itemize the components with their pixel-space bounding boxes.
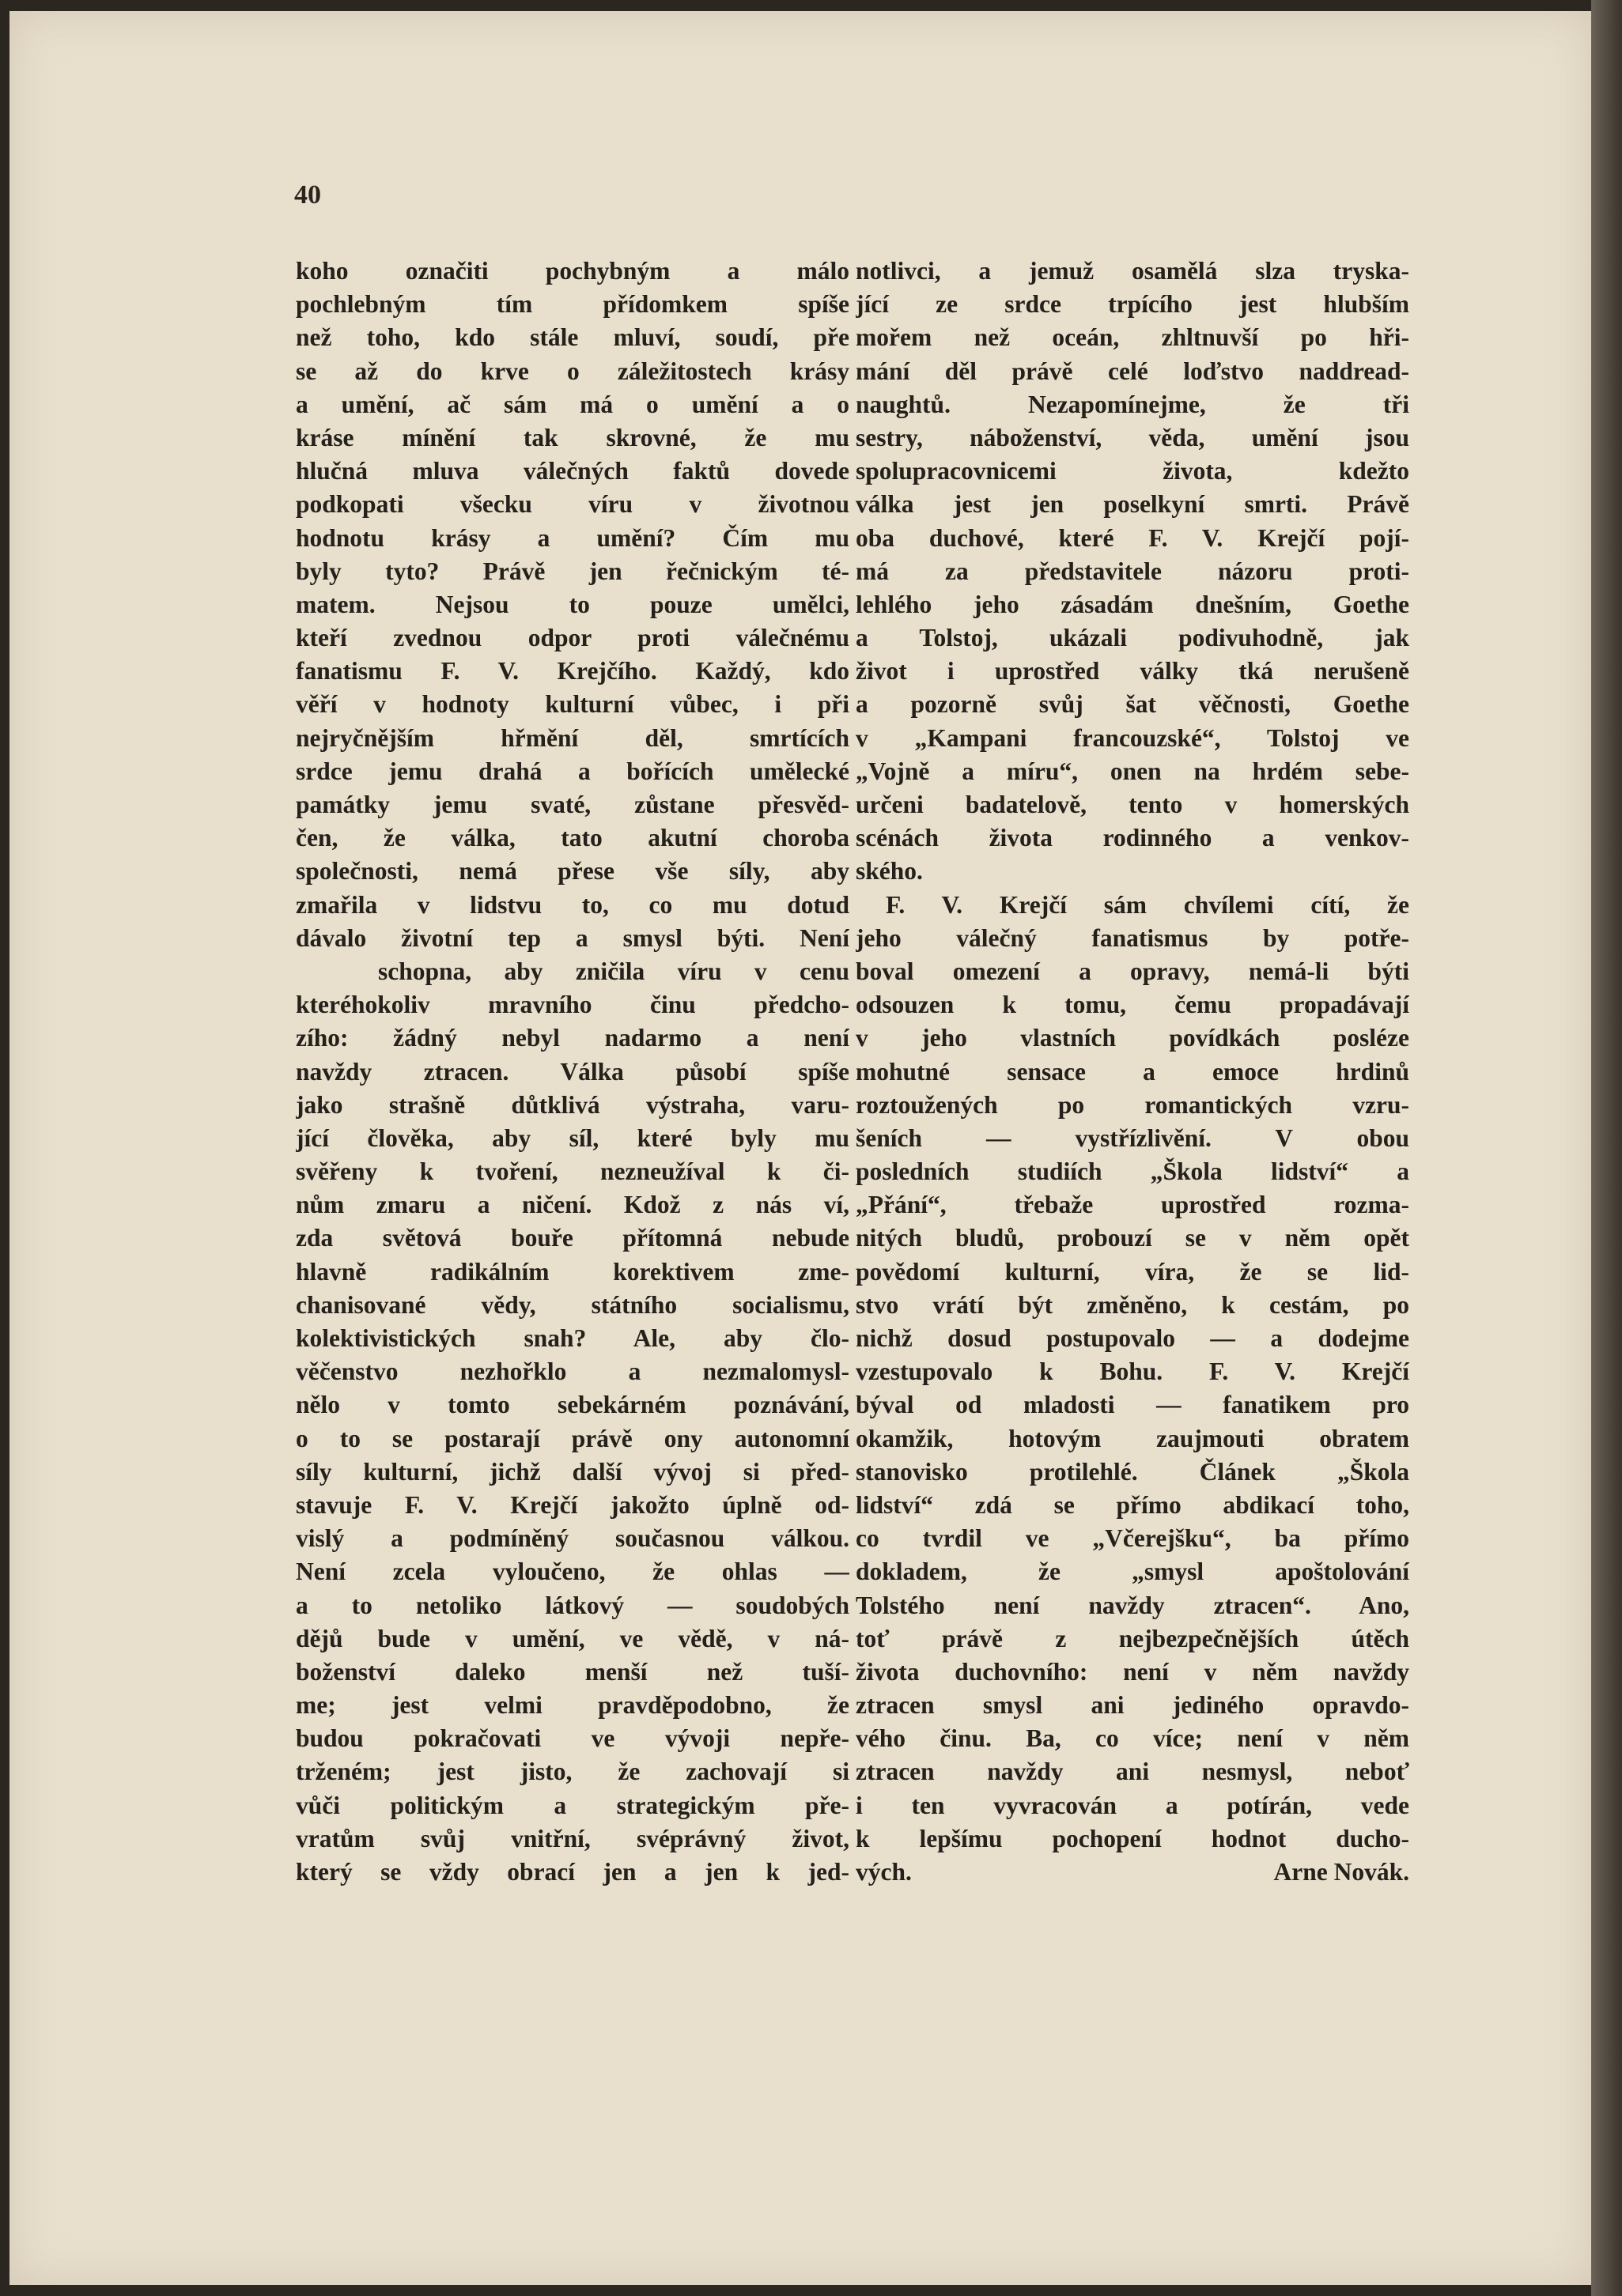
- text-line: koho označiti pochybným a málo: [296, 257, 849, 285]
- text-line: zda světová bouře přítomná nebude: [296, 1224, 849, 1252]
- text-line: ztracen smysl ani jediného opravdo-: [856, 1691, 1409, 1720]
- text-line: zího: žádný nebyl nadarmo a není: [296, 1024, 849, 1052]
- text-line: jící ze srdce trpícího jest hlubším: [856, 290, 1409, 319]
- text-line: ského.: [856, 857, 923, 886]
- text-line: síly kulturní, jichž další vývoj si před-: [296, 1457, 849, 1486]
- page-number: 40: [294, 180, 321, 210]
- text-line: mání děl právě celé loďstvo naddread-: [856, 357, 1409, 385]
- text-line: nitých bludů, probouzí se v něm opět: [856, 1224, 1409, 1252]
- text-line: k lepšímu pochopení hodnot ducho-: [856, 1824, 1409, 1852]
- text-line: fanatismu F. V. Krejčího. Každý, kdo: [296, 657, 849, 685]
- text-line: scénách života rodinného a venkov-: [856, 824, 1409, 852]
- text-line: schopna, aby zničila víru v cenu: [378, 957, 849, 985]
- text-line: naughtů. Nezapomínejme, že tři: [856, 390, 1409, 418]
- text-line: nejryčnějším hřmění děl, smrtících: [296, 723, 849, 752]
- text-line: chanisované vědy, státního socialismu,: [296, 1290, 849, 1319]
- text-line: nělo v tomto sebekárném poznávání,: [296, 1391, 849, 1419]
- text-line: života duchovního: není v něm navždy: [856, 1657, 1409, 1686]
- text-line: býval od mladosti — fanatikem pro: [856, 1391, 1409, 1419]
- text-line: dávalo životní tep a smysl býti. Není: [296, 923, 849, 952]
- text-line: dokladem, že „smysl apoštolování: [856, 1558, 1409, 1586]
- text-line: hlavně radikálním korektivem zme-: [296, 1257, 849, 1286]
- text-line: ztracen navždy ani nesmysl, neboť: [856, 1758, 1409, 1786]
- text-line: oba duchové, které F. V. Krejčí pojí-: [856, 523, 1409, 552]
- text-line: kteréhokoliv mravního činu předcho-: [296, 991, 849, 1019]
- text-line: hodnotu krásy a umění? Čím mu: [296, 523, 849, 552]
- text-line: život i uprostřed války tká nerušeně: [856, 657, 1409, 685]
- text-line: posledních studiích „Škola lidství“ a: [856, 1157, 1409, 1186]
- text-line: a umění, ač sám má o umění a o: [296, 390, 849, 418]
- text-line: čen, že válka, tato akutní choroba: [296, 824, 849, 852]
- text-line: mořem než oceán, zhltnuvší po hři-: [856, 323, 1409, 352]
- text-line: mohutné sensace a emoce hrdinů: [856, 1057, 1409, 1086]
- text-line: stanovisko protilehlé. Článek „Škola: [856, 1457, 1409, 1486]
- left-column: [296, 255, 849, 1889]
- text-line: nům zmaru a ničení. Kdož z nás ví,: [296, 1191, 849, 1219]
- closing-word: vých.: [856, 1858, 912, 1886]
- text-line: byly tyto? Právě jen řečnickým té-: [296, 557, 849, 585]
- text-line: společnosti, nemá přese vše síly, aby: [296, 857, 849, 886]
- text-line: kolektivistických snah? Ale, aby člo-: [296, 1324, 849, 1352]
- text-line: matem. Nejsou to pouze umělci,: [296, 590, 849, 618]
- text-line: památky jemu svaté, zůstane přesvěd-: [296, 791, 849, 818]
- text-line: v „Kampani francouzské“, Tolstoj ve: [856, 723, 1409, 752]
- text-line: stavuje F. V. Krejčí jakožto úplně od-: [296, 1490, 849, 1519]
- text-line: podkopati všecku víru v životnou: [296, 490, 849, 519]
- text-line: o to se postarají právě ony autonomní: [296, 1424, 849, 1452]
- text-line: me; jest velmi pravděpodobno, že: [296, 1691, 849, 1720]
- text-line: který se vždy obrací jen a jen k jed-: [296, 1858, 849, 1886]
- text-line: navždy ztracen. Válka působí spíše: [296, 1057, 849, 1086]
- text-line: vislý a podmíněný současnou válkou.: [296, 1524, 849, 1553]
- text-line: nichž dosud postupovalo — a dodejme: [856, 1324, 1409, 1352]
- text-line: lehlého jeho zásadám dnešním, Goethe: [856, 590, 1409, 618]
- text-line: „Vojně a míru“, onen na hrdém sebe-: [856, 757, 1409, 785]
- text-line: roztoužených po romantických vzru-: [856, 1090, 1409, 1119]
- text-line: a to netoliko látkový — soudobých: [296, 1591, 849, 1619]
- closing-line: [856, 1856, 1409, 1889]
- text-line: v jeho vlastních povídkách posléze: [856, 1024, 1409, 1052]
- text-line: i ten vyvracován a potírán, vede: [856, 1791, 1409, 1819]
- text-line: dějů bude v umění, ve vědě, v ná-: [296, 1624, 849, 1652]
- text-line: spolupracovnicemi života, kdežto: [856, 457, 1409, 485]
- page-edge: [1591, 0, 1622, 2296]
- text-line: jící člověka, aby síl, které byly mu: [296, 1123, 849, 1152]
- text-line: šeních — vystřízlivění. V obou: [856, 1123, 1409, 1152]
- text-line: a pozorně svůj šat věčnosti, Goethe: [856, 690, 1409, 719]
- text-line: toť právě z nejbezpečnějších útěch: [856, 1624, 1409, 1652]
- text-line: „Přání“, třebaže uprostřed rozma-: [856, 1191, 1409, 1219]
- text-line: srdce jemu drahá a bořících umělecké: [296, 757, 849, 785]
- text-line: vratům svůj vnitřní, svéprávný život,: [296, 1824, 849, 1852]
- text-line: kráse mínění tak skrovné, že mu: [296, 423, 849, 451]
- text-line: hlučná mluva válečných faktů dovede: [296, 457, 849, 485]
- text-line: pochlebným tím přídomkem spíše: [296, 290, 849, 319]
- text-line: budou pokračovati ve vývoji nepře-: [296, 1724, 849, 1753]
- text-line: kteří zvednou odpor proti válečnému: [296, 624, 849, 652]
- right-column: [856, 255, 1409, 1889]
- text-line: notlivci, a jemuž osamělá slza tryska-: [856, 257, 1409, 285]
- text-line: sestry, náboženství, věda, umění jsou: [856, 423, 1409, 451]
- text-line: má za představitele názoru proti-: [856, 557, 1409, 585]
- text-line: zmařila v lidstvu to, co mu dotud: [296, 890, 849, 919]
- author-signature: Arne Novák.: [1273, 1858, 1409, 1886]
- text-line: jeho válečný fanatismus by potře-: [856, 923, 1409, 952]
- text-line: boval omezení a opravy, nemá-li býti: [856, 957, 1409, 985]
- text-line: lidství“ zdá se přímo abdikací toho,: [856, 1490, 1409, 1519]
- text-line: povědomí kulturní, víra, že se lid-: [856, 1257, 1409, 1286]
- text-line: válka jest jen poselkyní smrti. Právě: [856, 490, 1409, 519]
- text-line: Tolstého není navždy ztracen“. Ano,: [856, 1591, 1409, 1619]
- text-line: stvo vrátí být změněno, k cestám, po: [856, 1290, 1409, 1319]
- text-line: jako strašně důtklivá výstraha, varu-: [296, 1090, 849, 1119]
- text-line: vůči politickým a strategickým pře-: [296, 1791, 849, 1819]
- text-line: F. V. Krejčí sám chvílemi cítí, že: [886, 890, 1409, 919]
- text-line: určeni badatelově, tento v homerských: [856, 791, 1409, 818]
- text-line: svěřeny k tvoření, nezneužíval k či-: [296, 1157, 849, 1186]
- text-line: co tvrdil ve „Včerejšku“, ba přímo: [856, 1524, 1409, 1553]
- text-line: a Tolstoj, ukázali podivuhodně, jak: [856, 624, 1409, 652]
- text-line: odsouzen k tomu, čemu propadávají: [856, 991, 1409, 1019]
- text-line: se až do krve o záležitostech krásy: [296, 357, 849, 385]
- text-line: než toho, kdo stále mluví, soudí, pře: [296, 323, 849, 352]
- text-line: vzestupovalo k Bohu. F. V. Krejčí: [856, 1358, 1409, 1386]
- text-line: věčenstvo nezhořklo a nezmalomysl-: [296, 1358, 849, 1386]
- text-line: trženém; jest jisto, že zachovají si: [296, 1758, 849, 1786]
- text-line: okamžik, hotovým zaujmouti obratem: [856, 1424, 1409, 1452]
- text-line: vého činu. Ba, co více; není v něm: [856, 1724, 1409, 1753]
- text-line: boženství daleko menší než tuší-: [296, 1657, 849, 1686]
- text-line: Není zcela vyloučeno, že ohlas —: [296, 1558, 849, 1586]
- text-line: věří v hodnoty kulturní vůbec, i při: [296, 690, 849, 719]
